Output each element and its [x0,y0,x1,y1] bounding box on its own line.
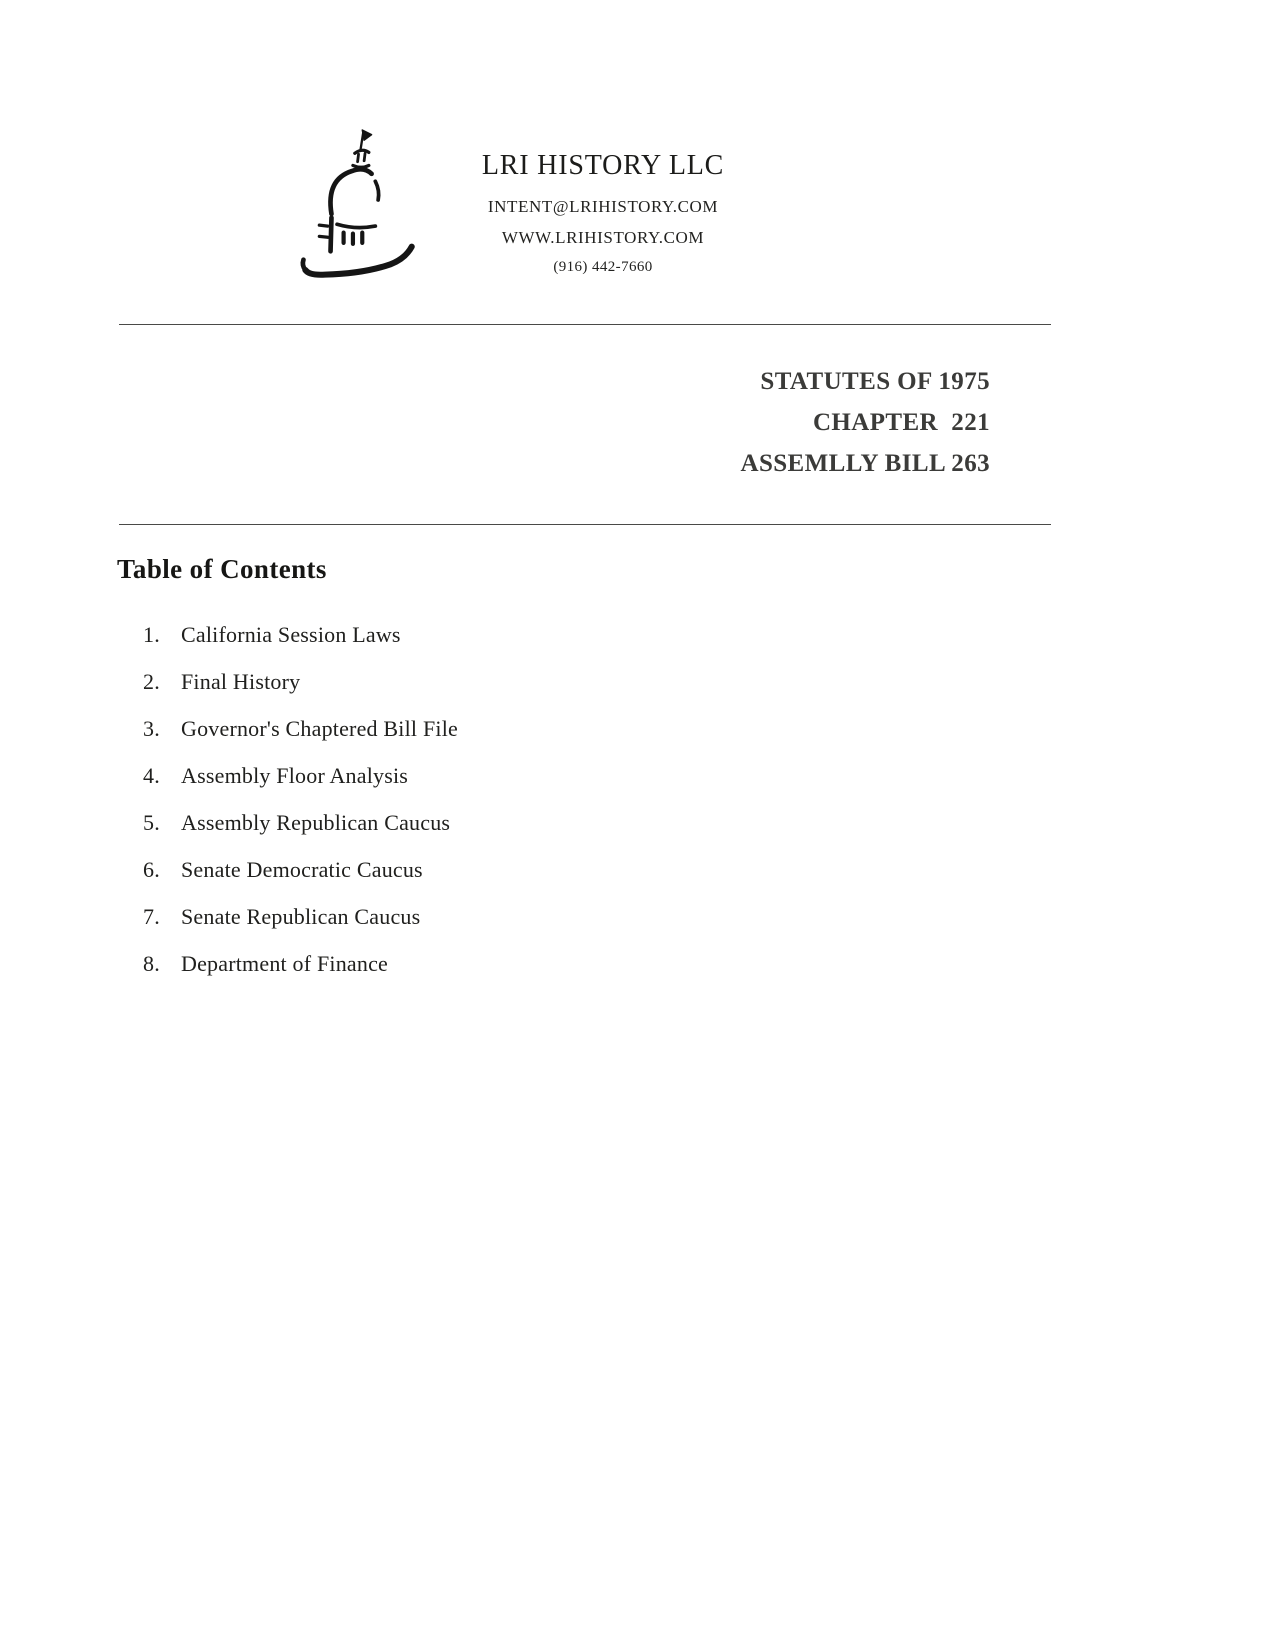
toc-list [143,621,458,997]
toc-item-number: 6. [143,857,160,882]
capitol-logo-icon [296,124,436,289]
capitol-sketch-svg [296,124,436,289]
company-website: WWW.LRIHISTORY.COM [501,228,705,247]
toc-item [143,668,458,695]
toc-item-label: Senate Democratic Caucus [181,857,423,882]
assembly-bill-line: ASSEMLLY BILL 263 [740,450,990,477]
title-block [519,361,990,484]
toc-item [143,809,458,836]
toc-item [143,621,458,648]
toc-item-label: Governor's Chaptered Bill File [181,716,458,741]
toc-item-label: California Session Laws [181,622,401,647]
toc-item [143,856,458,883]
toc-item-label: Assembly Republican Caucus [181,810,451,835]
toc-item-number: 8. [143,951,160,976]
toc-item-number: 5. [143,810,160,835]
toc-item [143,762,458,789]
toc-item-number: 4. [143,763,160,788]
toc-item [143,903,458,930]
bottom-divider [119,524,1051,525]
toc-item-number: 2. [143,669,160,694]
letterhead [418,150,788,276]
toc-item-number: 1. [143,622,160,647]
toc-item-number: 3. [143,716,160,741]
company-phone: (916) 442-7660 [553,259,653,275]
toc-item [143,715,458,742]
toc-item-label: Senate Republican Caucus [181,904,421,929]
statutes-line: STATUTES OF 1975 [760,368,990,395]
top-divider [119,324,1051,325]
toc-item-label: Assembly Floor Analysis [181,763,409,788]
chapter-line: CHAPTER 221 [812,409,990,436]
company-email: INTENT@LRIHISTORY.COM [487,197,719,216]
toc-item-label: Final History [181,669,301,694]
toc-item [143,950,458,977]
toc-heading: Table of Contents [117,554,327,584]
toc-item-label: Department of Finance [181,951,389,976]
company-name: LRI HISTORY LLC [481,150,725,181]
toc-item-number: 7. [143,904,160,929]
